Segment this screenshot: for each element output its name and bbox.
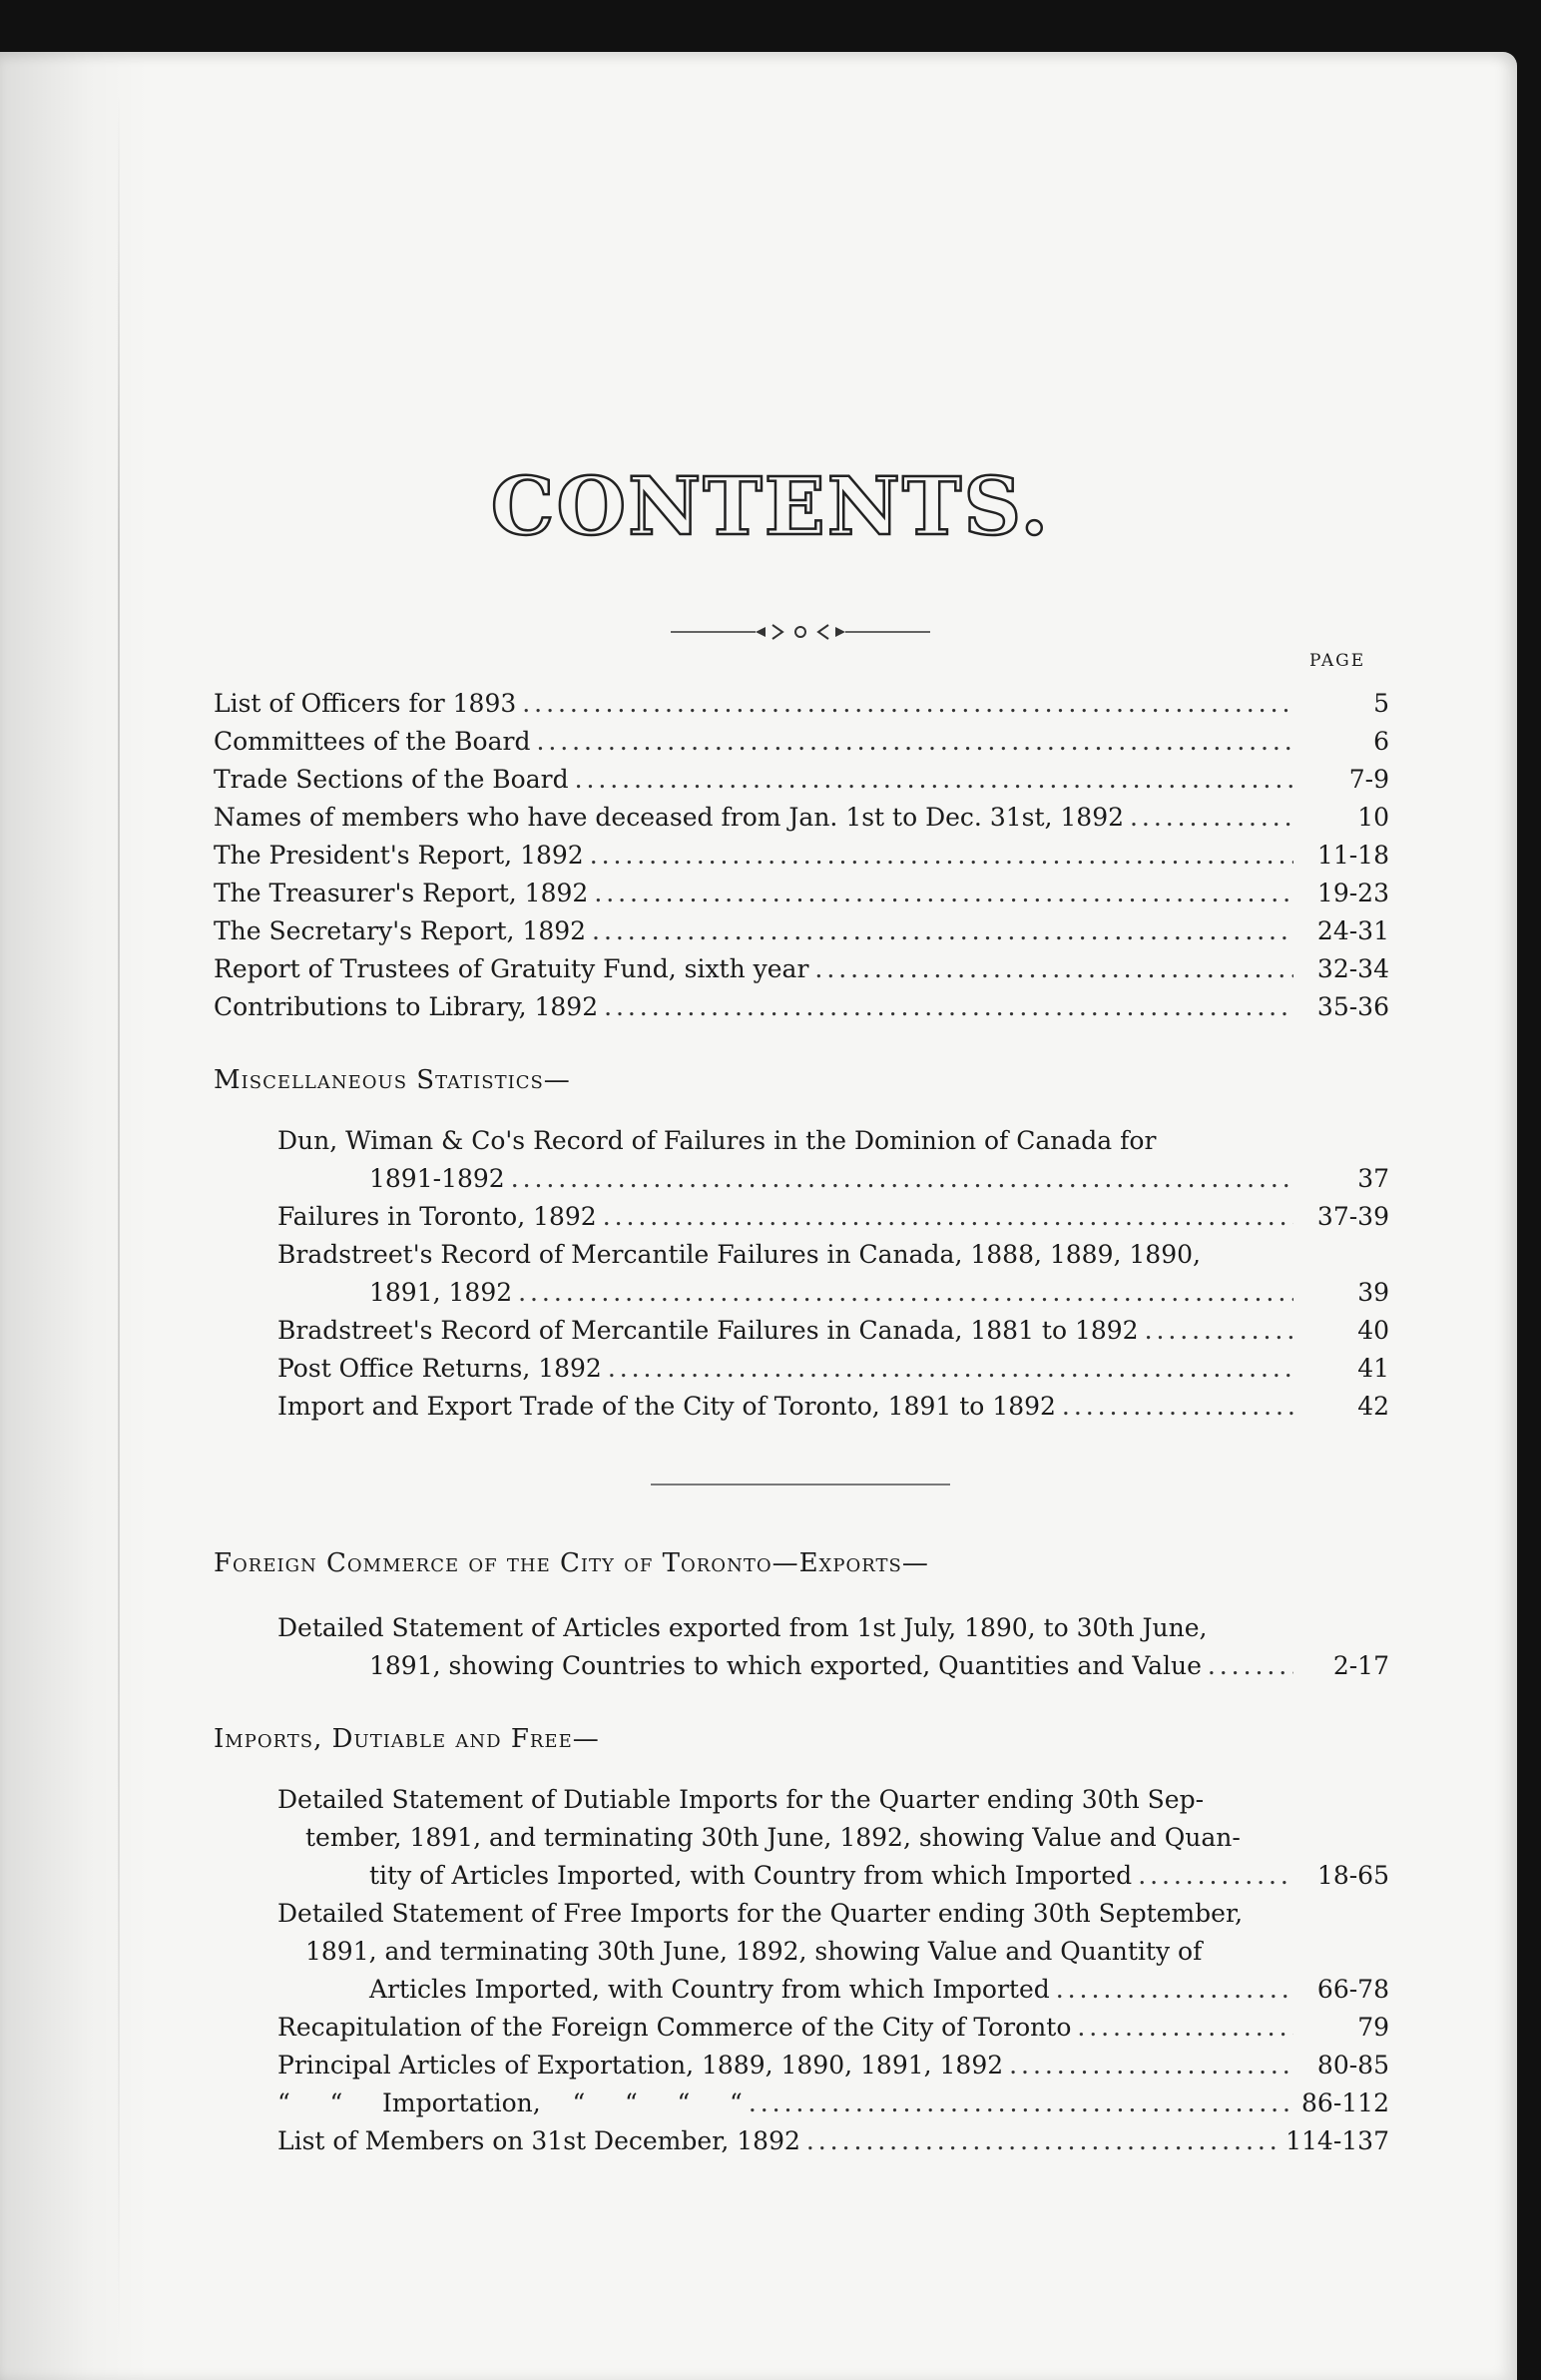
dot-leader <box>511 1160 1293 1198</box>
toc-entry-title: List of Members on 31st December, 1892 <box>277 2126 800 2155</box>
toc-entry <box>214 723 1389 761</box>
toc-entry-title: Articles Imported, with Country from which Imported <box>369 1975 1050 2004</box>
toc-entry-title: The Secretary's Report, 1892 <box>214 916 587 945</box>
toc-entry-line: Detailed Statement of Dutiable Imports for the Quarter ending 30th Sep- <box>277 1785 1205 1814</box>
toc-entry-line: tember, 1891, and terminating 30th June, 1892, showing Value and Quan- <box>305 1823 1241 1852</box>
toc-entry-title: Names of members who have deceased from Jan. 1st to Dec. 31st, 1892 <box>214 803 1125 832</box>
toc-entry <box>214 837 1389 875</box>
toc-entry-page: 10 <box>1357 803 1389 832</box>
toc-entry-title: The Treasurer's Report, 1892 <box>214 879 589 907</box>
dot-leader <box>1138 1857 1293 1895</box>
toc-entry-page: 39 <box>1357 1278 1389 1307</box>
toc-entry <box>214 1647 1389 1685</box>
toc-entry-page: 86-112 <box>1301 2088 1389 2117</box>
toc-entry-title: “ “ Importation, “ “ “ “ <box>277 2088 743 2117</box>
dot-leader <box>603 1198 1293 1236</box>
toc-entry-page: 5 <box>1373 689 1389 718</box>
toc-entry-page: 2-17 <box>1332 1651 1389 1680</box>
toc-entry-title: List of Officers for 1893 <box>214 689 517 718</box>
toc-entry-title: tity of Articles Imported, with Country from which Imported <box>369 1861 1133 1890</box>
toc-entry-page: 41 <box>1357 1354 1389 1383</box>
toc-entry-page: 42 <box>1357 1392 1389 1421</box>
toc-entry-page: 40 <box>1357 1316 1389 1345</box>
dot-leader <box>1130 799 1293 837</box>
toc-entry-line: Detailed Statement of Articles exported from 1st July, 1890, to 30th June, <box>277 1613 1208 1642</box>
dot-leader <box>1145 1312 1293 1350</box>
page-crease <box>118 92 120 2348</box>
toc-entry-title: Report of Trustees of Gratuity Fund, sixth year <box>214 954 809 983</box>
toc-entry-page: 24-31 <box>1316 916 1389 945</box>
toc-entry <box>214 761 1389 799</box>
dot-leader <box>592 912 1293 950</box>
toc-entry-page: 35-36 <box>1316 992 1389 1021</box>
dot-leader <box>1062 1388 1293 1426</box>
dot-leader <box>1208 1647 1293 1685</box>
page-title: CONTENTS. <box>490 459 1051 553</box>
toc-entry <box>214 1312 1389 1350</box>
toc-entry-title: Contributions to Library, 1892 <box>214 992 599 1021</box>
dot-leader <box>806 2122 1280 2160</box>
toc-entry <box>214 2009 1389 2047</box>
toc-entry <box>214 1350 1389 1388</box>
toc-entry-line: Bradstreet's Record of Mercantile Failures in Canada, 1888, 1889, 1890, <box>277 1240 1201 1269</box>
toc-entry-page: 79 <box>1357 2013 1389 2042</box>
toc-entry-page: 80-85 <box>1316 2051 1389 2080</box>
toc-entry-title: Committees of the Board <box>214 727 531 756</box>
dot-leader <box>518 1274 1293 1312</box>
toc-entry-title: The President's Report, 1892 <box>214 841 584 870</box>
dot-leader <box>536 723 1293 761</box>
toc-entry <box>214 1971 1389 2009</box>
dot-leader <box>590 837 1293 875</box>
toc-entry-page: 7-9 <box>1348 765 1389 794</box>
toc-entry-line: Detailed Statement of Free Imports for the Quarter ending 30th September, <box>277 1899 1244 1928</box>
toc-entry-title: Trade Sections of the Board <box>214 765 569 794</box>
section-divider-rule <box>651 1484 950 1486</box>
toc-entry <box>214 988 1389 1026</box>
toc-entry-page: 6 <box>1373 727 1389 756</box>
toc-entry-page: 19-23 <box>1316 879 1389 907</box>
toc-entry <box>214 950 1389 988</box>
toc-entry-page: 66-78 <box>1316 1975 1389 2004</box>
dot-leader <box>522 685 1293 723</box>
toc-entry-title: Failures in Toronto, 1892 <box>277 1202 597 1231</box>
toc-entry-page: 11-18 <box>1316 841 1389 870</box>
toc-entry <box>214 2122 1389 2160</box>
toc-entry-page: 37-39 <box>1316 1202 1389 1231</box>
toc-entry <box>214 2084 1389 2122</box>
toc-entry-page: 114-137 <box>1285 2126 1389 2155</box>
toc-entry <box>214 1198 1389 1236</box>
dot-leader <box>608 1350 1293 1388</box>
dot-leader <box>749 2084 1293 2122</box>
toc-entry <box>214 1857 1389 1895</box>
dot-leader <box>594 875 1293 912</box>
ornament-divider-icon <box>671 617 930 647</box>
toc-entry-page: 37 <box>1357 1164 1389 1193</box>
page-gutter-shadow <box>0 52 150 2380</box>
toc-entry-title: Bradstreet's Record of Mercantile Failures in Canada, 1881 to 1892 <box>277 1316 1139 1345</box>
toc-entry-title: Import and Export Trade of the City of Toronto, 1891 to 1892 <box>277 1392 1056 1421</box>
page-column-label: PAGE <box>1309 651 1366 671</box>
toc-entry <box>214 685 1389 723</box>
toc-entry-page: 18-65 <box>1316 1861 1389 1890</box>
dot-leader <box>1009 2047 1293 2084</box>
dot-leader <box>604 988 1293 1026</box>
toc-entry-title: 1891-1892 <box>369 1164 505 1193</box>
dot-leader <box>814 950 1293 988</box>
toc-entry <box>214 1160 1389 1198</box>
toc-entry <box>214 2047 1389 2084</box>
section-heading-foreign-commerce: Foreign Commerce of the City of Toronto—Exports— <box>214 1548 929 1578</box>
toc-entry <box>214 875 1389 912</box>
toc-entry <box>214 1388 1389 1426</box>
toc-entry-line: Dun, Wiman & Co's Record of Failures in the Dominion of Canada for <box>277 1126 1157 1155</box>
toc-entry-title: 1891, 1892 <box>369 1278 513 1307</box>
section-heading-misc-statistics: Miscellaneous Statistics— <box>214 1065 571 1095</box>
toc-entry-title: Recapitulation of the Foreign Commerce of the City of Toronto <box>277 2013 1072 2042</box>
table-of-contents <box>214 685 1389 2160</box>
section-heading-imports: Imports, Dutiable and Free— <box>214 1724 600 1754</box>
dot-leader <box>575 761 1293 799</box>
toc-entry-line: 1891, and terminating 30th June, 1892, showing Value and Quantity of <box>305 1937 1203 1966</box>
dot-leader <box>1056 1971 1293 2009</box>
toc-entry-page: 32-34 <box>1316 954 1389 983</box>
toc-entry <box>214 912 1389 950</box>
toc-entry <box>214 1274 1389 1312</box>
toc-entry-title: Principal Articles of Exportation, 1889, 1890, 1891, 1892 <box>277 2051 1004 2080</box>
toc-entry-title: 1891, showing Countries to which exported, Quantities and Value <box>369 1651 1202 1680</box>
toc-entry <box>214 799 1389 837</box>
toc-entry-title: Post Office Returns, 1892 <box>277 1354 602 1383</box>
dot-leader <box>1077 2009 1293 2047</box>
